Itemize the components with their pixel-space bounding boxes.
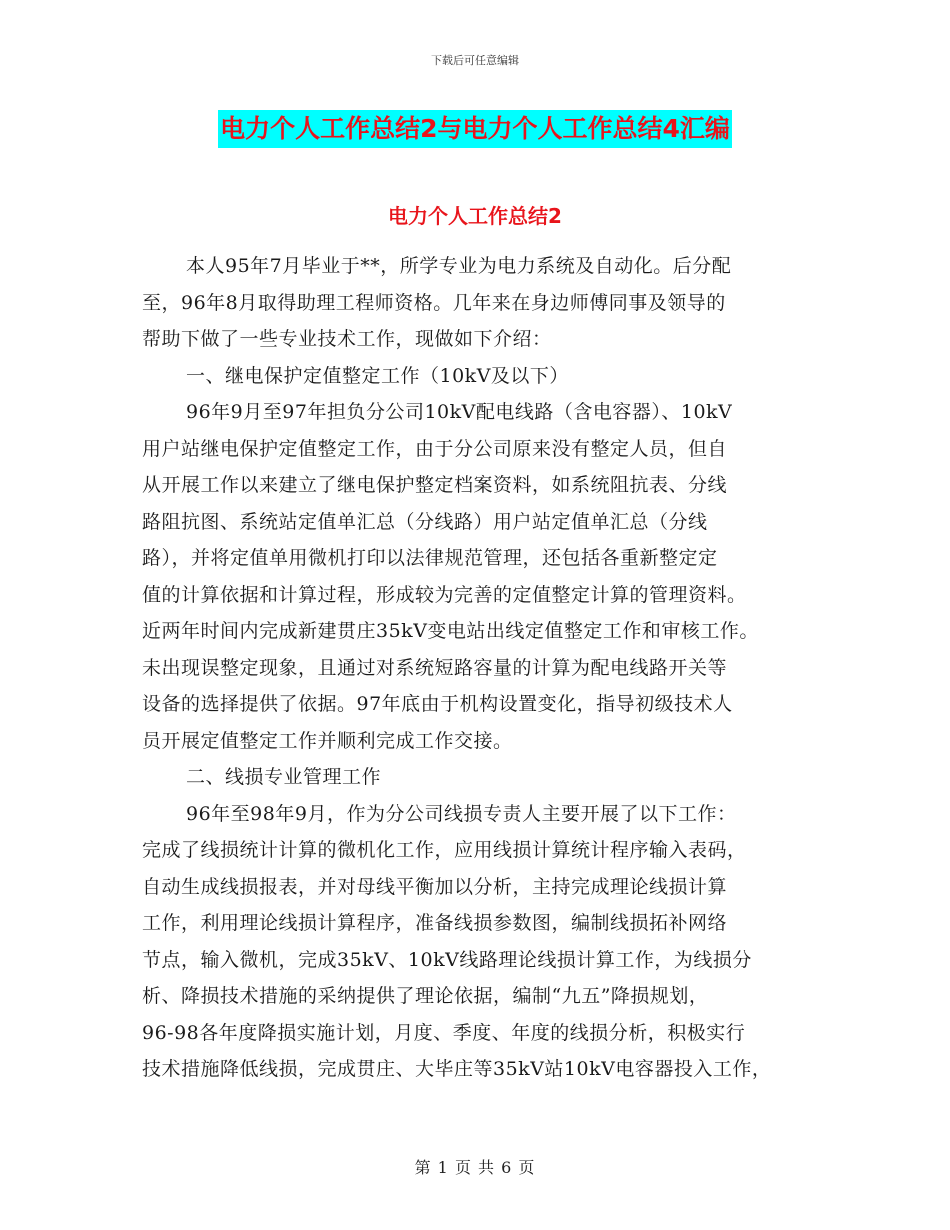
body-text-line: 二、线损专业管理工作 [186, 766, 382, 788]
body-text-line: 96年9月至97年担负分公司10kV配电线路（含电容器）、10kV [186, 401, 733, 423]
body-text-line: 用户站继电保护定值整定工作，由于分公司原来没有整定人员，但自 [142, 437, 728, 460]
page-footer-page-number: 第 1 页 共 6 页 [414, 1158, 536, 1177]
body-text-line: 节点，输入微机，完成35kV、10kV线路理论线损计算工作，为线损分 [142, 948, 752, 971]
body-text-line: 值的计算依据和计算过程，形成较为完善的定值整定计算的管理资料。 [142, 583, 747, 606]
body-text-line: 路），并将定值单用微机打印以法律规范管理，还包括各重新整定定 [142, 547, 718, 569]
document-body [142, 248, 822, 1088]
body-text-line: 96-98各年度降损实施计划，月度、季度、年度的线损分析，积极实行 [142, 1021, 746, 1044]
body-text-line: 自动生成线损报表，并对母线平衡加以分析，主持完成理论线损计算 [142, 875, 728, 898]
body-text-line: 析、降损技术措施的采纳提供了理论依据，编制“九五”降损规划， [142, 985, 709, 1007]
body-text-line: 完成了线损统计计算的微机化工作，应用线损计算统计程序输入表码， [142, 839, 747, 861]
body-text-line: 工作，利用理论线损计算程序，准备线损参数图，编制线损拓补网络 [142, 912, 728, 934]
body-text-line: 路阻抗图、系统站定值单汇总（分线路）用户站定值单汇总（分线 [142, 510, 708, 533]
body-text-line: 从开展工作以来建立了继电保护整定档案资料，如系统阻抗表、分线 [142, 474, 728, 496]
body-text-line: 设备的选择提供了依据。97年底由于机构设置变化，指导初级技术人 [142, 693, 733, 715]
body-text-line: 一、继电保护定值整定工作（10kV及以下） [186, 364, 569, 387]
body-text-line: 本人95年7月毕业于**，所学专业为电力系统及自动化。后分配 [186, 255, 732, 277]
body-text-line: 员开展定值整定工作并顺利完成工作交接。 [142, 729, 513, 752]
body-text-line: 帮助下做了一些专业技术工作，现做如下介绍： [142, 328, 552, 350]
body-text-line: 技术措施降低线损，完成贯庄、大毕庄等35kV站10kV电容器投入工作， [142, 1058, 772, 1080]
body-text-line: 近两年时间内完成新建贯庄35kV变电站出线定值整定工作和审核工作。 [142, 620, 759, 642]
body-text-line: 未出现误整定现象，且通过对系统短路容量的计算为配电线路开关等 [142, 656, 728, 679]
document-title: 电力个人工作总结2与电力个人工作总结4汇编 [218, 110, 732, 148]
section-title: 电力个人工作总结2 [388, 204, 562, 228]
page-header-note: 下载后可任意编辑 [431, 54, 519, 67]
body-text-line: 96年至98年9月，作为分公司线损专责人主要开展了以下工作： [186, 802, 737, 825]
body-text-line: 至，96年8月取得助理工程师资格。几年来在身边师傅同事及领导的 [142, 291, 726, 314]
document-title-container [0, 110, 950, 148]
